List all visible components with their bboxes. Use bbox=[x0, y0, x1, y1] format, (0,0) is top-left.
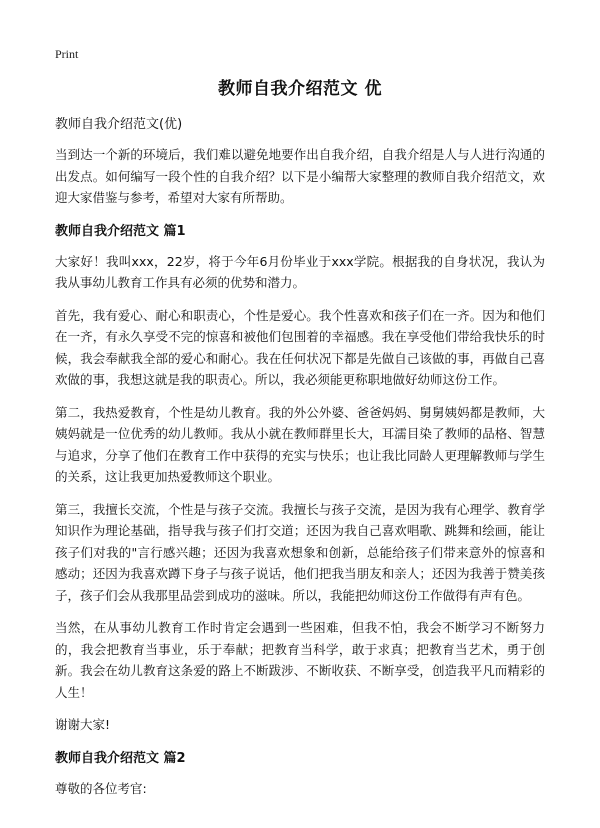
section1-paragraph: 首先，我有爱心、耐心和职责心，个性是爱心。我个性喜欢和孩子们在一齐。因为和他们在一齐，有永久享受不完的惊喜和被他们包围着的幸福感。我在享受他们带给我快乐的时候，我会奉献我全部的爱心和耐心。我在任何状况下都是先做自己该做的事，再做自己喜欢做的事，我想这就是我的职责心。所以，我必须能更称职地做好幼师这份工作。 bbox=[55, 307, 545, 387]
section1-paragraph: 第二，我热爱教育，个性是幼儿教育。我的外公外婆、爸爸妈妈、舅舅姨妈都是教师，大姨妈就是一位优秀的幼儿教师。我从小就在教师群里长大，耳濡目染了教师的品格、智慧与追求，分享了他们在教育工作中获得的充实与快乐；也让我比同龄人更理解教师与学生的关系，这让我更加热爱教师这个职业。 bbox=[55, 404, 545, 484]
section1-paragraph: 第三，我擅长交流，个性是与孩子交流。我擅长与孩子交流，是因为我有心理学、教育学知识作为理论基础，指导我与孩子们打交道；还因为我自己喜欢唱歌、跳舞和绘画，能让孩子们对我的"言行感兴趣；还因为我喜欢想象和创新，总能给孩子们带来意外的惊喜和感动；还因为我喜欢蹲下身子与孩子说话，他们把我当朋友和亲人；还因为我善于赞美孩子，孩子们会从我那里品尝到成功的滋味。所以，我能把幼师这份工作做得有声有色。 bbox=[55, 501, 545, 603]
document-subtitle: 教师自我介绍范文(优) bbox=[55, 117, 183, 132]
section2-paragraph: 尊敬的各位考官: bbox=[55, 780, 147, 796]
section1-paragraph: 大家好！我叫xxx，22岁，将于今年6月份毕业于xxx学院。根据我的自身状况，我认为我从事幼儿教育工作具有必须的优势和潜力。 bbox=[55, 253, 545, 290]
section1-paragraph: 当然，在从事幼儿教育工作时肯定会遇到一些困难，但我不怕，我会不断学习不断努力的，我会把教育当事业，乐于奉献；把教育当科学，敢于求真；把教育当艺术，勇于创新。我会在幼儿教育这条爱的路上不断跋涉、不断收获、不断享受，创造我平凡而精彩的人生！ bbox=[55, 620, 545, 700]
section1-closing: 谢谢大家! bbox=[55, 717, 111, 732]
page-title: 教师自我介绍范文 优 bbox=[218, 79, 382, 99]
section-heading-2: 教师自我介绍范文 篇2 bbox=[55, 750, 186, 766]
section-heading-1: 教师自我介绍范文 篇1 bbox=[55, 223, 186, 239]
intro-paragraph: 当到达一个新的环境后，我们难以避免地要作出自我介绍，自我介绍是人与人进行沟通的出发点。如何编写一段个性的自我介绍？以下是小编帮大家整理的教师自我介绍范文，欢迎大家借鉴与参考，希望对大家有所帮助。 bbox=[55, 147, 545, 205]
print-link[interactable]: Print bbox=[55, 47, 79, 61]
